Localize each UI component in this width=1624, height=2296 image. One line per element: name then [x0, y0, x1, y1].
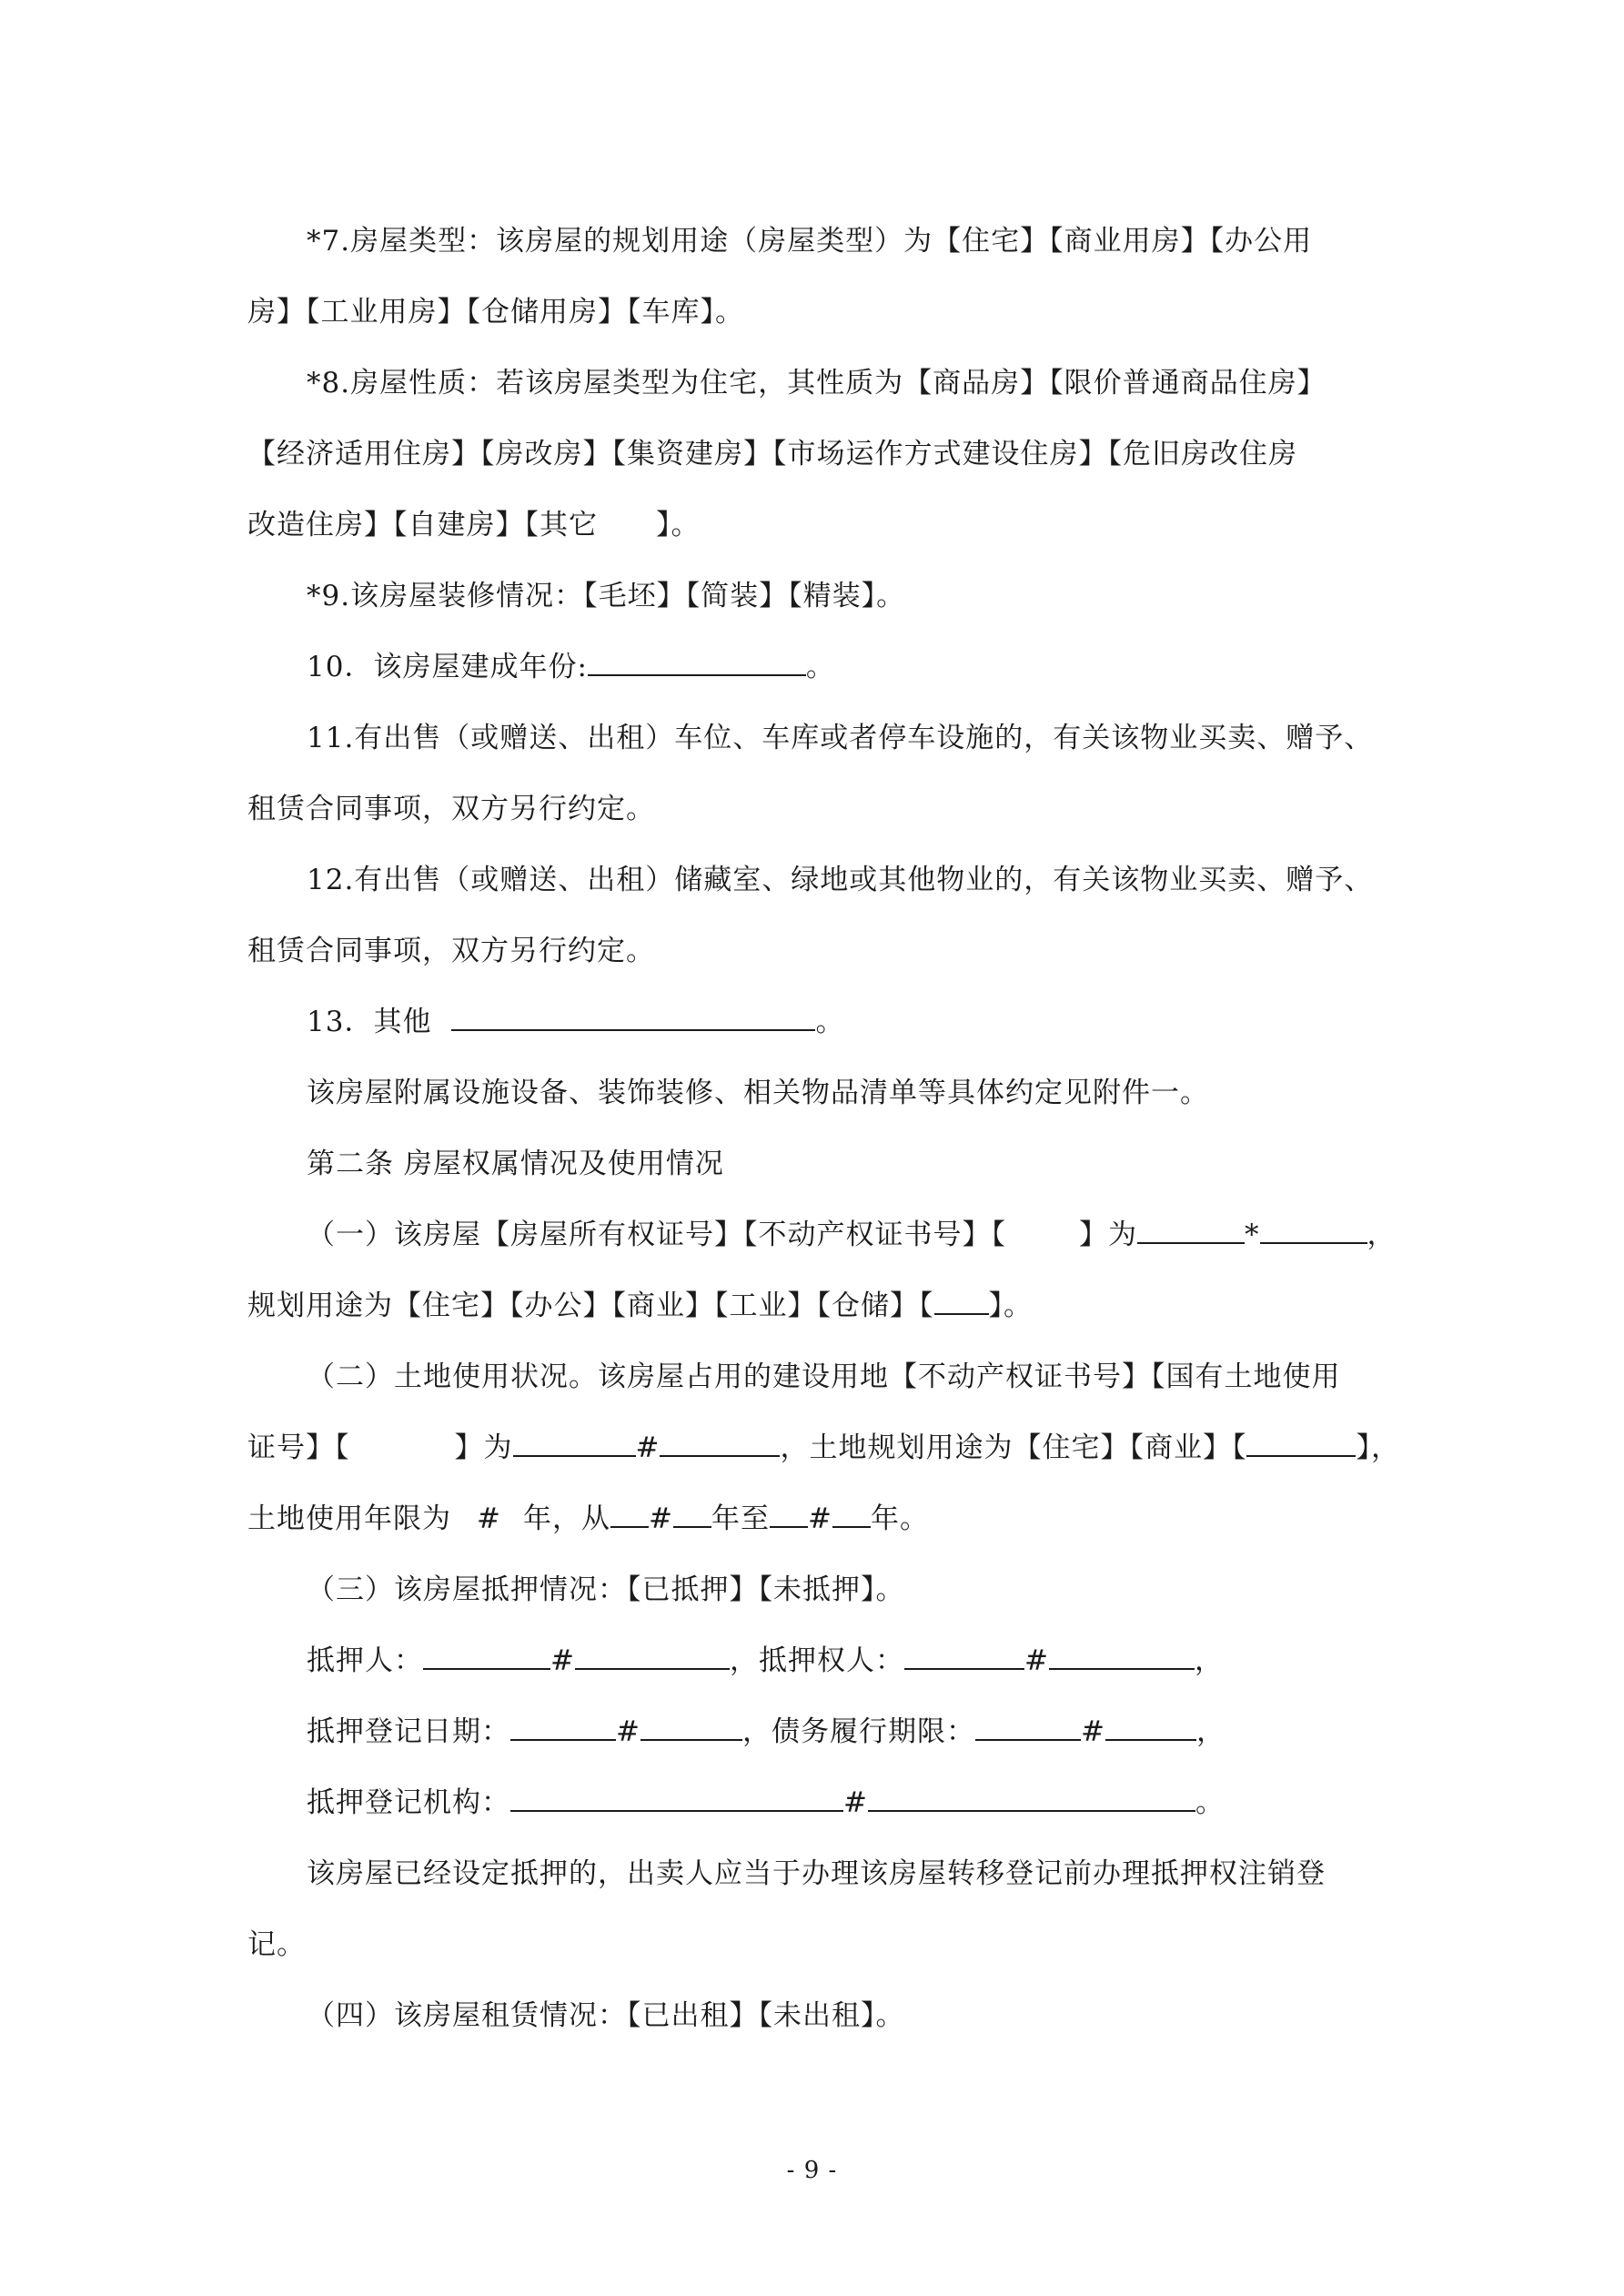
mortgage-parties-line	[307, 1643, 1224, 1679]
item-8-line-3: 改造住房】【自建房】【其它 】。	[247, 509, 701, 541]
item-11-line-1: 11.有出售（或赠送、出租）车位、车库或者停车设施的，有关该物业买卖、赠予、	[307, 722, 1374, 754]
debt-term-blank-1[interactable]	[975, 1714, 1081, 1741]
mortgagor-blank-2[interactable]	[575, 1643, 730, 1670]
usage-other-blank[interactable]	[934, 1288, 989, 1315]
cert-number-blank-2[interactable]	[1260, 1217, 1367, 1244]
section-1-text-a: （一）该房屋【房屋所有权证号】【不动产权证书号】【	[307, 1219, 1006, 1251]
land-term-to: 年至	[711, 1502, 770, 1535]
debt-term-label: ，债务履行期限：	[741, 1715, 975, 1748]
debt-term-mark: #	[1080, 1715, 1105, 1748]
mortgagee-label: ，抵押权人：	[729, 1644, 904, 1677]
section-2-text-b: 】为	[454, 1431, 513, 1464]
build-year-blank[interactable]	[588, 649, 806, 676]
item-8-line-1: *8.房屋性质：若该房屋类型为住宅，其性质为【商品房】【限价普通商品住房】	[307, 367, 1326, 400]
registration-date-blank-1[interactable]	[510, 1714, 616, 1741]
item-13-end: 。	[815, 1006, 845, 1038]
section-3-line-1: （三）该房屋抵押情况：【已抵押】【未抵押】。	[307, 1573, 905, 1606]
mortgage-parties-comma: ，	[1194, 1644, 1224, 1677]
end-year-mark: #	[807, 1502, 832, 1535]
start-year-blank-1[interactable]	[610, 1501, 649, 1528]
end-year-blank-2[interactable]	[832, 1501, 871, 1528]
section-2-line-3	[247, 1501, 929, 1537]
item-8-line-2: 【经济适用住房】【房改房】【集资建房】【市场运作方式建设住房】【危旧房改住房	[247, 438, 1297, 470]
item-7-line-2: 房】【工业用房】【仓储用房】【车库】。	[247, 296, 744, 329]
attachment-note: 该房屋附属设施设备、装饰装修、相关物品清单等具体约定见附件一。	[307, 1077, 1209, 1109]
mortgage-org-line	[307, 1785, 1225, 1821]
mortgagor-blank-1[interactable]	[423, 1643, 550, 1670]
item-11-line-2: 租赁合同事项，双方另行约定。	[247, 793, 655, 825]
cert-number-blank-1[interactable]	[1137, 1217, 1245, 1244]
land-cert-mark: #	[635, 1431, 661, 1464]
section-1-usage-text: 规划用途为【住宅】【办公】【商业】【工业】【仓储】【	[247, 1290, 934, 1322]
item-12-line-1: 12.有出售（或赠送、出租）储藏室、绿地或其他物业的，有关该物业买卖、赠予、	[307, 864, 1374, 896]
registration-org-mark: #	[843, 1786, 868, 1819]
article-2-heading: 第二条 房屋权属情况及使用情况	[307, 1148, 724, 1180]
mortgagee-mark: #	[1024, 1644, 1049, 1677]
mortgage-note-line-1: 该房屋已经设定抵押的，出卖人应当于办理该房屋转移登记前办理抵押权注销登	[307, 1857, 1326, 1890]
cert-mark: *	[1245, 1219, 1260, 1251]
registration-date-label: 抵押登记日期：	[307, 1715, 510, 1748]
section-1-line-1	[307, 1217, 1397, 1253]
end-year-blank-1[interactable]	[770, 1501, 808, 1528]
registration-org-end: 。	[1195, 1786, 1225, 1819]
item-13	[307, 1004, 844, 1040]
section-2-text-d: 】，	[1356, 1431, 1400, 1464]
page-number: - 9 -	[786, 2157, 838, 2184]
mortgage-dates-comma: ，	[1195, 1715, 1226, 1748]
registration-org-blank-2[interactable]	[868, 1785, 1195, 1812]
section-2-text-c: ，土地规划用途为【住宅】【商业】【	[780, 1431, 1247, 1464]
section-1-line-2	[247, 1288, 1033, 1324]
mortgagor-label: 抵押人：	[307, 1644, 423, 1677]
item-10-end: 。	[805, 651, 835, 683]
registration-org-blank-1[interactable]	[510, 1785, 843, 1812]
section-4-line: （四）该房屋租赁情况：【已出租】【未出租】。	[307, 1999, 905, 2032]
section-2-line-1: （二）土地使用状况。该房屋占用的建设用地【不动产权证书号】【国有土地使用	[307, 1360, 1341, 1393]
registration-date-blank-2[interactable]	[641, 1714, 742, 1741]
item-10	[307, 649, 835, 685]
section-2-line-2	[247, 1430, 1400, 1466]
start-year-mark: #	[648, 1502, 673, 1535]
item-9: *9.该房屋装修情况：【毛坯】【简装】【精装】。	[307, 580, 906, 612]
other-blank[interactable]	[451, 1004, 815, 1031]
land-term-label: 土地使用年限为	[247, 1502, 451, 1535]
land-term-from: 年，从	[522, 1502, 610, 1535]
mortgagee-blank-2[interactable]	[1049, 1643, 1195, 1670]
item-10-label: 10．该房屋建成年份:	[307, 651, 588, 683]
item-12-line-2: 租赁合同事项，双方另行约定。	[247, 935, 655, 967]
section-1-usage-end: 】。	[988, 1290, 1033, 1322]
item-13-label: 13．其他	[307, 1006, 432, 1038]
mortgagee-blank-1[interactable]	[904, 1643, 1024, 1670]
mortgage-dates-line	[307, 1714, 1226, 1750]
start-year-blank-2[interactable]	[673, 1501, 711, 1528]
land-cert-blank-2[interactable]	[660, 1430, 780, 1457]
mortgagor-mark: #	[550, 1644, 575, 1677]
section-1-text-b: 】为	[1079, 1219, 1137, 1251]
land-cert-blank-1[interactable]	[513, 1430, 636, 1457]
section-2-text-a: 证号】【	[247, 1431, 350, 1464]
land-term-mark: #	[477, 1502, 501, 1535]
registration-date-mark: #	[616, 1715, 641, 1748]
land-term-end: 年。	[870, 1502, 929, 1535]
item-7-line-1: *7.房屋类型：该房屋的规划用途（房屋类型）为【住宅】【商业用房】【办公用	[307, 225, 1313, 258]
registration-org-label: 抵押登记机构：	[307, 1786, 510, 1819]
section-1-comma: ，	[1367, 1219, 1397, 1251]
debt-term-blank-2[interactable]	[1105, 1714, 1196, 1741]
mortgage-note-line-2: 记。	[247, 1928, 306, 1961]
land-usage-other-blank[interactable]	[1246, 1430, 1356, 1457]
